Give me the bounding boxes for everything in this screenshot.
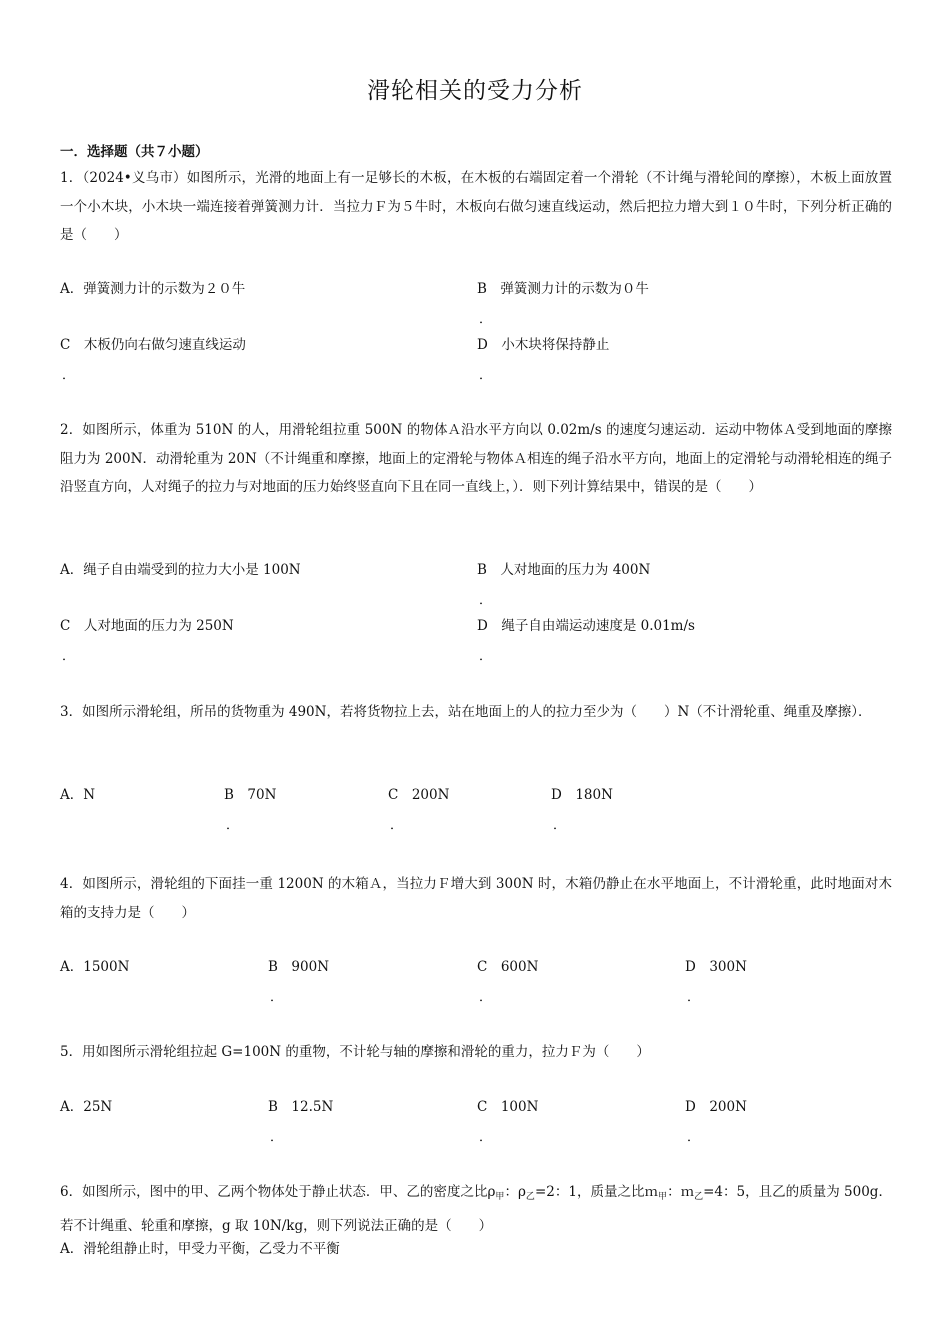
option-dot: ． <box>479 593 493 608</box>
option-dot: ． <box>479 649 493 664</box>
section-heading: 一．选择题（共７小题） <box>60 144 209 160</box>
question-1-option-c: C 木板仍向右做匀速直线运动 <box>60 337 246 353</box>
question-3-option-b: B 70N <box>224 787 277 803</box>
question-1-option-b: B 弹簧测力计的示数为０牛 <box>477 281 649 297</box>
q6-stem-part: =2：1，质量之比ｍ <box>534 1184 659 1200</box>
q6-subscript: 乙 <box>525 1192 535 1202</box>
option-dot: ． <box>62 368 76 383</box>
question-2-option-b: B 人对地面的压力为 400N <box>477 562 651 578</box>
option-dot: ． <box>390 818 404 833</box>
option-dot: ． <box>226 818 240 833</box>
question-5-option-d: D 200N <box>685 1099 747 1115</box>
question-2-stem: 2．如图所示，体重为 510N 的人，用滑轮组拉重 500N 的物体Ａ沿水平方向以 0.02m/s 的速度匀速运动．运动中物体Ａ受到地面的摩擦阻力为 200N．动滑轮重为 20N（不计绳重和摩擦，地面上的定滑轮与物体Ａ相连的绳子沿水平方向，地面上的定滑轮与动滑轮相连的绳子沿竖直方向，人对绳子的拉力与对地面的压力始终竖直向下且在同一直线上，）．则下列计算结果中，错误的是（ ） <box>60 422 892 495</box>
question-4-option-b: B 900N <box>268 959 330 975</box>
q6-stem-part: ：ρ <box>504 1184 526 1200</box>
question-5-option-a: A．25N <box>60 1099 113 1115</box>
question-2-option-c: C 人对地面的压力为 250N <box>60 618 234 634</box>
question-3-option-d: D 180N <box>551 787 613 803</box>
q6-subscript: 乙 <box>694 1192 704 1202</box>
option-dot: ． <box>479 312 493 327</box>
question-4-option-d: D 300N <box>685 959 747 975</box>
question-1-option-d: D 小木块将保持静止 <box>477 337 610 353</box>
option-dot: ． <box>687 990 701 1005</box>
question-3-option-c: C 200N <box>388 787 450 803</box>
option-dot: ． <box>553 818 567 833</box>
question-3-option-a: A．N <box>60 787 96 803</box>
option-dot: ． <box>479 990 493 1005</box>
question-4-stem: 4．如图所示，滑轮组的下面挂一重 1200N 的木箱Ａ，当拉力Ｆ增大到 300N 时，木箱仍静止在水平地面上，不计滑轮重，此时地面对木箱的支持力是（ ） <box>60 876 892 921</box>
question-5-option-b: B 12.5N <box>268 1099 334 1115</box>
question-5-option-c: C 100N <box>477 1099 539 1115</box>
question-1-option-a: A．弹簧测力计的示数为２０牛 <box>60 281 246 297</box>
q6-subscript: 甲 <box>658 1192 668 1202</box>
q6-stem-part: ：ｍ <box>667 1184 695 1200</box>
option-dot: ． <box>479 368 493 383</box>
q6-stem-part: 6．如图所示，图中的甲、乙两个物体处于静止状态．甲、乙的密度之比ρ <box>60 1184 496 1200</box>
option-dot: ． <box>270 990 284 1005</box>
question-5-stem: 5．用如图所示滑轮组拉起 G=100N 的重物，不计轮与轴的摩擦和滑轮的重力，拉力Ｆ为（ ） <box>60 1044 650 1060</box>
question-3-stem: 3．如图所示滑轮组，所吊的货物重为 490N，若将货物拉上去，站在地面上的人的拉力至少为（ ）N（不计滑轮重、绳重及摩擦）． <box>60 704 872 720</box>
page-title: 滑轮相关的受力分析 <box>367 78 583 104</box>
question-6-stem <box>60 1178 892 1240</box>
option-dot: ． <box>270 1130 284 1145</box>
option-dot: ． <box>479 1130 493 1145</box>
question-1-stem: 1．（2024•义乌市）如图所示，光滑的地面上有一足够长的木板，在木板的右端固定着一个滑轮（不计绳与滑轮间的摩擦），木板上面放置一个小木块，小木块一端连接着弹簧测力计．当拉力Ｆ为５牛时，木板向右做匀速直线运动，然后把拉力增大到１０牛时，下列分析正确的是（ ） <box>60 170 892 243</box>
option-dot: ． <box>687 1130 701 1145</box>
question-2-option-d: D 绳子自由端运动速度是 0.01m/s <box>477 618 695 634</box>
question-6-option-a: A．滑轮组静止时，甲受力平衡，乙受力不平衡 <box>60 1241 340 1257</box>
question-4-option-c: C 600N <box>477 959 539 975</box>
question-4-option-a: A．1500N <box>60 959 130 975</box>
option-dot: ． <box>62 649 76 664</box>
question-2-option-a: A．绳子自由端受到的拉力大小是 100N <box>60 562 301 578</box>
q6-subscript: 甲 <box>495 1192 505 1202</box>
q6-stem-part: =4：5，且乙的质量为 500g．若不计绳重、轮重和摩擦，g 取 10N/kg，则下列说法正确的是（ ） <box>60 1184 892 1234</box>
